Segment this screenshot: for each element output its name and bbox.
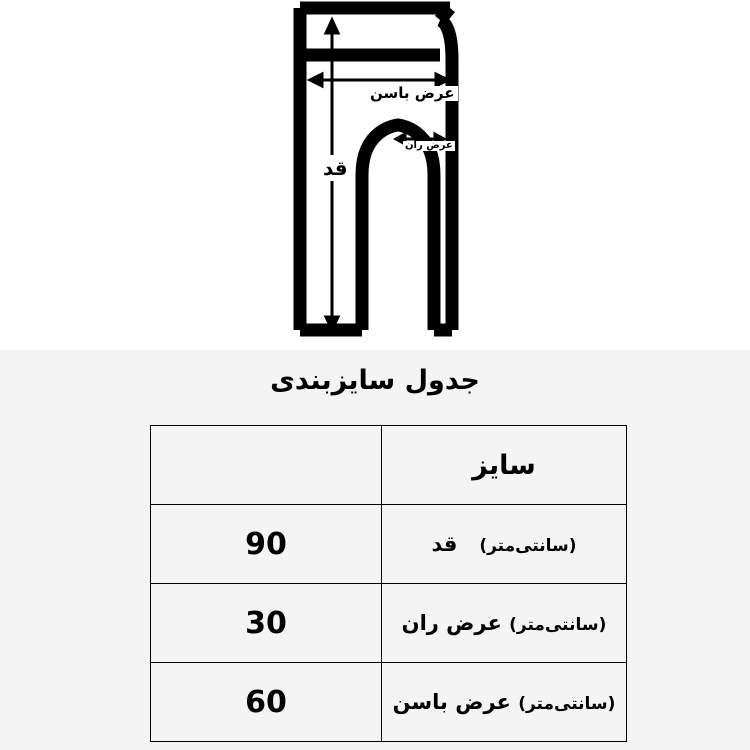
row-label-thigh xyxy=(382,584,627,663)
table-row xyxy=(151,663,627,742)
size-table xyxy=(150,425,627,742)
table-header-value xyxy=(151,426,382,505)
size-table-panel xyxy=(0,350,750,750)
row-unit-hip: (سانتی‌متر) xyxy=(518,694,616,714)
row-name-hip: عرض باسن xyxy=(392,690,511,714)
length-label: قد xyxy=(323,156,348,180)
table-header-size: سایز xyxy=(382,426,627,505)
row-value-length: 90 xyxy=(151,505,382,584)
row-name-length: قد xyxy=(431,532,458,556)
table-row xyxy=(151,505,627,584)
table-row xyxy=(151,584,627,663)
row-unit-length: (سانتی‌متر) xyxy=(479,536,577,556)
row-name-thigh: عرض ران xyxy=(401,611,502,635)
row-label-length xyxy=(382,505,627,584)
pants-illustration xyxy=(0,0,750,350)
row-value-thigh: 30 xyxy=(151,584,382,663)
row-unit-thigh: (سانتی‌متر) xyxy=(509,615,607,635)
thigh-width-label: عرض ران xyxy=(405,140,453,151)
row-label-hip xyxy=(382,663,627,742)
table-row xyxy=(151,426,627,505)
hip-width-label: عرض باسن xyxy=(367,86,458,101)
size-table-title: جدول سایزبندی xyxy=(270,365,480,396)
row-value-hip: 60 xyxy=(151,663,382,742)
pants-diagram xyxy=(0,0,750,350)
